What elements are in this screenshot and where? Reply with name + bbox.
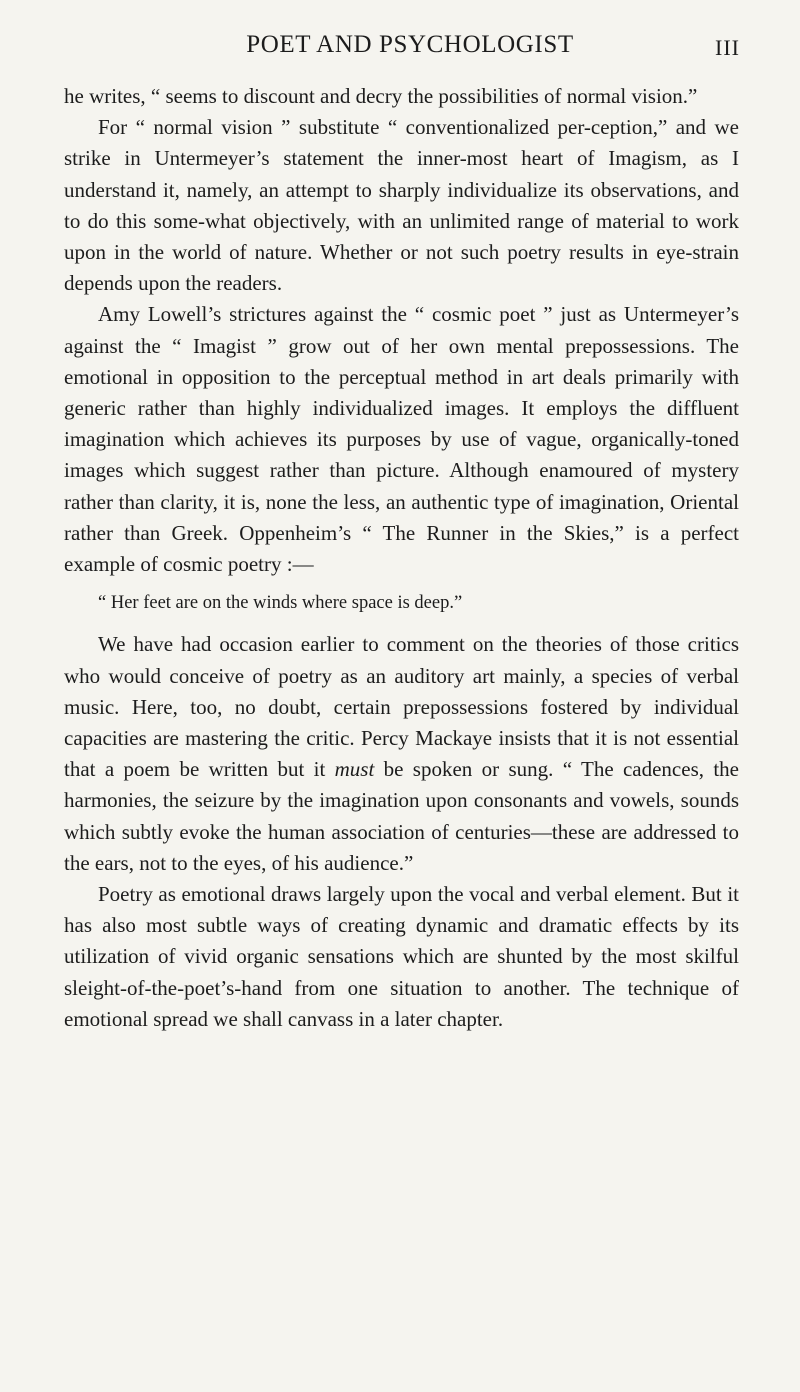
paragraph-imagism: For “ normal vision ” substitute “ conventionalized per-ception,” and we strike in Untermeyer’s statement the inner-most heart of Imagism, as I understand it, namely, an attempt to sharply individualize its observations, and to do this some-what objectively, with an unlimited range of material to work upon in the world of nature. Whether or not such poetry results in eye-strain depends upon the readers. [64, 115, 739, 296]
body-text [64, 81, 739, 1035]
paragraph-continuation: he writes, “ seems to discount and decry the possibilities of normal vision.” [64, 84, 698, 108]
paragraph-auditory-art [64, 629, 739, 879]
paragraph-auditory-art-text-a: We have had occasion earlier to comment on the theories of those critics who would conceive of poetry as an auditory art mainly, a species of verbal music. Here, too, no doubt, certain prepossessions fostered by individual capacities are mastering the critic. Percy Mackaye insists that it is not essential that a poem be written but it [64, 632, 739, 782]
running-head: POET AND PSYCHOLOGIST [246, 31, 574, 58]
paragraph-cosmic-poet: Amy Lowell’s strictures against the “ cosmic poet ” just as Untermeyer’s against the “ Imagist ” grow out of her own mental prepossessions. The emotional in opposition to the perceptual method in art deals primarily with generic rather than highly individualized images. It employs the diffluent imagination which achieves its purposes by use of vague, organically-toned images which suggest rather than picture. Although enamoured of mystery rather than clarity, it is, none the less, an authentic type of imagination, Oriental rather than Greek. Oppenheim’s “ The Runner in the Skies,” is a perfect example of cosmic poetry :— [64, 302, 739, 577]
paragraph-emotional-poetry: Poetry as emotional draws largely upon the vocal and verbal element. But it has also most subtle ways of creating dynamic and dramatic effects by its utilization of vivid organic sensations which are shunted by the most skilful sleight-of-the-poet’s-hand from one situation to another. The technique of emotional spread we shall canvass in a later chapter. [64, 882, 739, 1031]
paragraph-auditory-art-text-b: be spoken or sung. “ The cadences, the harmonies, the seizure by the imagination upon consonants and vowels, sounds which subtly evoke the human association of centuries—these are addressed to the ears, not to the eyes, of his audience.” [64, 757, 739, 875]
emphasis-must: must [334, 757, 375, 782]
block-quote: “ Her feet are on the winds where space is deep.” [98, 593, 463, 614]
page-number: III [715, 35, 740, 60]
